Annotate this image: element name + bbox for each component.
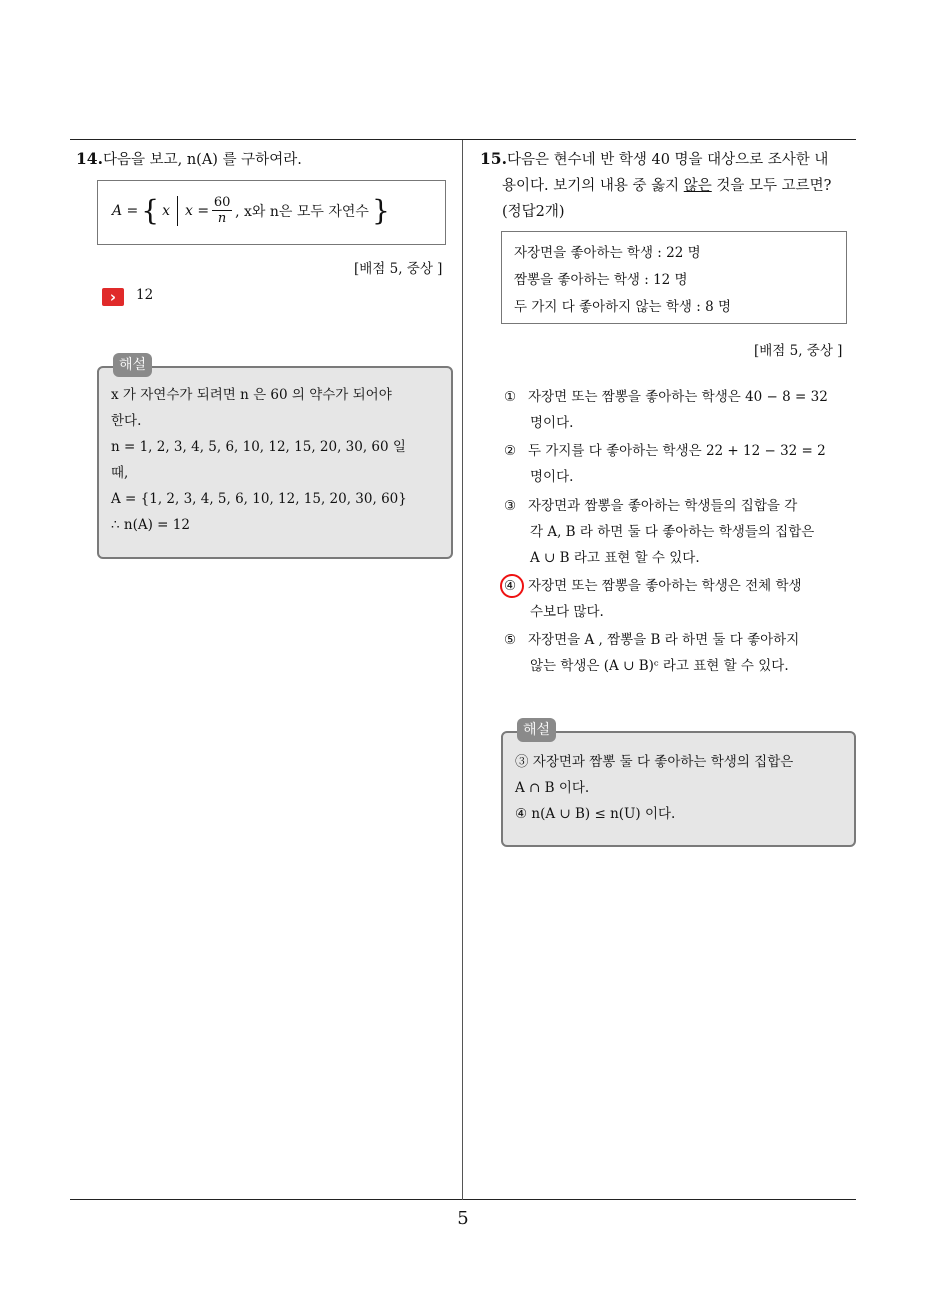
choice-2-line-2: 명이다.	[530, 469, 574, 485]
choice-2-line-1: 두 가지를 다 좋아하는 학생은 22 + 12 − 32 = 2	[528, 443, 826, 459]
q15-expl-line-1: ③ 자장면과 짬뽕 둘 다 좋아하는 학생의 집합은	[515, 754, 794, 770]
brace-right: }	[371, 193, 390, 227]
formula-tail: , x와 n은 모두 자연수	[235, 203, 369, 220]
q15-title	[480, 146, 856, 225]
choice-1-number: ①	[504, 389, 517, 405]
choice-3-line-1: 자장면과 짬뽕을 좋아하는 학생들의 집합을 각	[528, 498, 798, 514]
formula-var: x	[162, 202, 171, 219]
q15-choice-5[interactable]	[504, 627, 854, 679]
q14-answer: 12	[136, 287, 154, 303]
q14-expl-line-2: 한다.	[111, 413, 142, 429]
answer-arrow-icon: ›	[102, 288, 124, 306]
q15-number: 15.	[480, 149, 507, 168]
q14-prompt: 다음을 보고, n(A) 를 구하여라.	[102, 152, 302, 168]
q15-explanation-tag: 해설	[517, 718, 556, 742]
brace-left: {	[141, 193, 160, 227]
q15-score: [배점 5, 중상 ]	[754, 343, 843, 359]
q15-prompt-underlined: 않은	[683, 178, 712, 194]
q14-expl-line-3: n = 1, 2, 3, 4, 5, 6, 10, 12, 15, 20, 30, 60 일	[111, 439, 406, 455]
choice-1-line-1: 자장면 또는 짬뽕을 좋아하는 학생은 40 − 8 = 32	[528, 389, 828, 405]
q14-formula	[112, 195, 390, 226]
q14-explanation	[97, 357, 453, 559]
q15-info-box	[501, 231, 847, 324]
choice-4-number: ④	[504, 578, 517, 594]
choice-5-line-1: 자장면을 A , 짬뽕을 B 라 하면 둘 다 좋아하지	[528, 632, 800, 648]
q14-number: 14.	[76, 149, 103, 168]
choice-5-number: ⑤	[504, 632, 517, 648]
top-rule	[70, 139, 856, 140]
fraction-denominator: n	[217, 211, 227, 226]
formula-eq: x =	[185, 202, 210, 219]
set-bar	[177, 196, 178, 226]
choice-4-line-1: 자장면 또는 짬뽕을 좋아하는 학생은 전체 학생	[528, 578, 802, 594]
q15-box-line-2: 짬뽕을 좋아하는 학생 : 12 명	[514, 272, 688, 288]
q15-box-line-1: 자장면을 좋아하는 학생 : 22 명	[514, 245, 701, 261]
choice-3-line-3: A ∪ B 라고 표현 할 수 있다.	[530, 550, 700, 566]
choice-3-line-2: 각 A, B 라 하면 둘 다 좋아하는 학생들의 집합은	[530, 524, 815, 540]
page-number: 5	[457, 1208, 469, 1229]
q15-explanation	[501, 722, 856, 847]
q14-explanation-tag: 해설	[113, 353, 152, 377]
fraction	[212, 195, 232, 226]
q15-expl-line-2: A ∩ B 이다.	[515, 780, 590, 796]
q15-choice-1[interactable]	[504, 384, 854, 436]
formula-lhs: A =	[112, 202, 139, 219]
q15-choice-2[interactable]	[504, 438, 854, 490]
choice-2-number: ②	[504, 443, 517, 459]
q14-formula-box	[97, 180, 446, 245]
q14-score: [배점 5, 중상 ]	[354, 261, 443, 277]
q14-title	[76, 146, 302, 173]
q15-prompt-line-2a: 용이다. 보기의 내용 중 옳지	[502, 178, 684, 194]
q15-expl-line-3: ④ n(A ∪ B) ≤ n(U) 이다.	[515, 806, 676, 822]
q15-choice-4[interactable]	[504, 573, 854, 625]
bottom-rule	[70, 1199, 856, 1200]
q15-prompt-line-3: (정답2개)	[502, 204, 565, 220]
q14-expl-line-1: x 가 자연수가 되려면 n 은 60 의 약수가 되어야	[111, 387, 392, 403]
selected-answer-circle-mark	[500, 574, 524, 598]
q14-expl-line-5: A = {1, 2, 3, 4, 5, 6, 10, 12, 15, 20, 30, 60}	[111, 491, 407, 507]
q15-prompt-line-2b: 것을 모두 고르면?	[711, 178, 832, 194]
fraction-numerator: 60	[213, 195, 231, 210]
q15-choice-3[interactable]	[504, 493, 854, 571]
column-divider	[462, 140, 463, 1200]
choice-1-line-2: 명이다.	[530, 415, 574, 431]
q14-expl-line-6: ∴ n(A) = 12	[111, 517, 190, 533]
q14-expl-line-4: 때,	[111, 465, 129, 481]
choice-4-line-2: 수보다 많다.	[530, 604, 604, 620]
q15-prompt-line-1: 다음은 현수네 반 학생 40 명을 대상으로 조사한 내	[506, 152, 829, 168]
choice-3-number: ③	[504, 498, 517, 514]
choice-5-line-2: 않는 학생은 (A ∪ B)ᶜ 라고 표현 할 수 있다.	[530, 658, 789, 674]
q15-box-line-3: 두 가지 다 좋아하지 않는 학생 : 8 명	[514, 299, 732, 315]
